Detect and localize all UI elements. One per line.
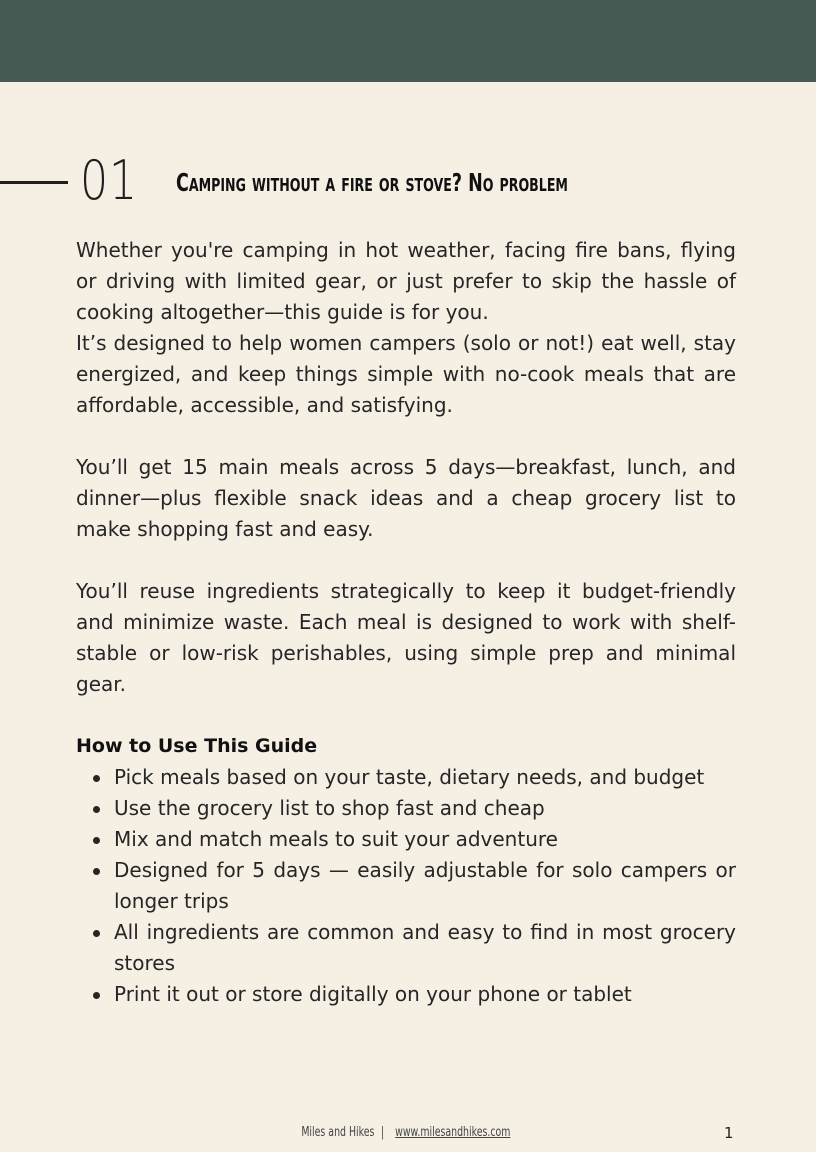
list-item: Print it out or store digitally on your phone or tablet bbox=[76, 979, 736, 1010]
how-to-use-heading: How to Use This Guide bbox=[76, 735, 318, 757]
how-to-use-list bbox=[76, 762, 736, 1010]
intro-paragraph: You’ll reuse ingredients strategically to keep it budget-friendly and minimize waste. Each meal is designed to work with shelf-stable or low-risk perishables, using simple prep and minimal gear. bbox=[76, 579, 736, 696]
intro-paragraph: It’s designed to help women campers (solo or not!) eat well, stay energized, and keep things simple with no-cook meals that are affordable, accessible, and satisfying. bbox=[76, 331, 736, 417]
intro-paragraph: You’ll get 15 main meals across 5 days—breakfast, lunch, and dinner—plus flexible snack ideas and a cheap grocery list to make shopping fast and easy. bbox=[76, 455, 736, 541]
list-item: All ingredients are common and easy to find in most grocery stores bbox=[76, 917, 736, 979]
intro-paragraph: Whether you're camping in hot weather, facing fire bans, flying or driving with limited gear, or just prefer to skip the hassle of cooking altogether—this guide is for you. bbox=[76, 238, 736, 324]
page-number: 1 bbox=[724, 1124, 734, 1142]
footer-credit-text bbox=[295, 1122, 520, 1144]
chapter-title: Camping without a fire or stove? No problem bbox=[176, 168, 568, 197]
main-content bbox=[76, 235, 736, 1010]
footer-credit bbox=[0, 1122, 816, 1144]
list-item: Mix and match meals to suit your adventure bbox=[76, 824, 736, 855]
spacer bbox=[76, 421, 736, 452]
spacer bbox=[76, 700, 736, 731]
list-item: Use the grocery list to shop fast and cheap bbox=[76, 793, 736, 824]
chapter-heading bbox=[0, 148, 816, 218]
list-item: Pick meals based on your taste, dietary needs, and budget bbox=[76, 762, 736, 793]
footer-separator: | bbox=[381, 1125, 385, 1140]
list-item: Designed for 5 days — easily adjustable for solo campers or longer trips bbox=[76, 855, 736, 917]
page-footer bbox=[0, 1122, 816, 1144]
footer-brand: Miles and Hikes bbox=[301, 1125, 375, 1140]
chapter-number: 01 bbox=[80, 149, 138, 212]
spacer bbox=[76, 545, 736, 576]
heading-rule bbox=[0, 181, 68, 184]
top-color-band bbox=[0, 0, 816, 82]
footer-website-link[interactable]: www.milesandhikes.com bbox=[395, 1125, 511, 1140]
